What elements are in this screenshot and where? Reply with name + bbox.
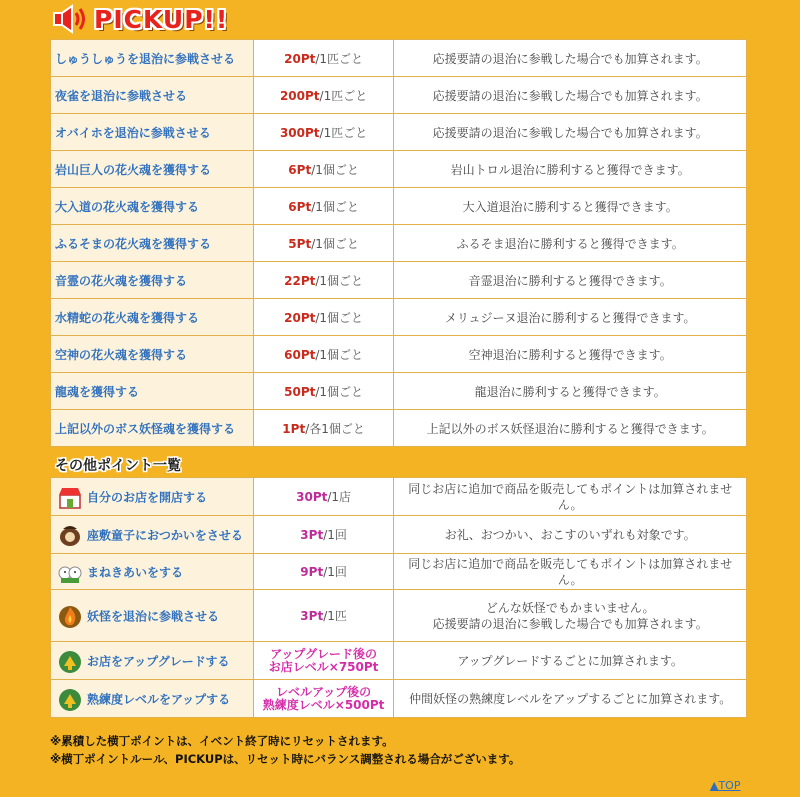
pickup-points — [253, 77, 394, 114]
point-name: 妖怪を退治に参戦させる — [51, 590, 254, 642]
point-name: 自分のお店を開店する — [51, 478, 254, 516]
skill-level-icon — [57, 686, 83, 712]
points-value: 1Pt — [282, 421, 306, 436]
table-row — [51, 151, 747, 188]
table-row — [51, 410, 747, 447]
points-value: 50Pt — [284, 384, 316, 399]
pickup-note: 応援要請の退治に参戦した場合でも加算されます。 — [394, 114, 747, 151]
pickup-name: 龍魂を獲得する — [51, 373, 254, 410]
top-link[interactable]: ▲TOP — [710, 779, 741, 792]
pickup-name: 上記以外のボス妖怪魂を獲得する — [51, 410, 254, 447]
table-row — [51, 373, 747, 410]
table-row — [51, 262, 747, 299]
flame-icon — [57, 603, 83, 629]
pickup-note: 空神退治に勝利すると獲得できます。 — [394, 336, 747, 373]
maneki-icon — [57, 559, 83, 585]
point-value: レベルアップ後の 熟練度レベル×500Pt — [253, 680, 394, 718]
footnote-reset: ※累積した横丁ポイントは、イベント終了時にリセットされます。 — [50, 734, 394, 748]
table-row — [51, 77, 747, 114]
pickup-points — [253, 373, 394, 410]
point-value: 9Pt/1回 — [253, 554, 394, 590]
points-value: 20Pt — [284, 310, 316, 325]
point-note: 仲間妖怪の熟練度レベルをアップするごとに加算されます。 — [394, 680, 747, 718]
pickup-name: 水精蛇の花火魂を獲得する — [51, 299, 254, 336]
pickup-note: 龍退治に勝利すると獲得できます。 — [394, 373, 747, 410]
pickup-name: オバイホを退治に参戦させる — [51, 114, 254, 151]
table-row — [51, 299, 747, 336]
points-value: 300Pt — [279, 125, 320, 140]
pickup-name: ふるそまの花火魂を獲得する — [51, 225, 254, 262]
points-unit: /1個ごと — [311, 199, 359, 214]
pickup-name: 大入道の花火魂を獲得する — [51, 188, 254, 225]
pickup-title: PICKUP!! — [94, 4, 229, 34]
points-unit: /1個ごと — [315, 384, 364, 399]
point-name: 熟練度レベルをアップする — [51, 680, 254, 718]
footnote-balance: ※横丁ポイントルール、PICKUPは、リセット時にバランス調整される場合がございます。 — [50, 752, 521, 766]
shop-upgrade-icon — [57, 648, 83, 674]
table-row — [51, 680, 747, 718]
point-value: 3Pt/1回 — [253, 516, 394, 554]
points-value: 6Pt — [288, 199, 312, 214]
table-row — [51, 478, 747, 516]
points-value: 60Pt — [284, 347, 316, 362]
table-row — [51, 516, 747, 554]
speaker-icon — [52, 2, 92, 36]
table-row — [51, 642, 747, 680]
points-unit: /1個ごと — [315, 273, 364, 288]
points-unit: /1個ごと — [311, 162, 359, 177]
pickup-header — [52, 2, 228, 36]
point-note: お礼、おつかい、おこすのいずれも対象です。 — [394, 516, 747, 554]
pickup-note: 音霊退治に勝利すると獲得できます。 — [394, 262, 747, 299]
point-note: アップグレードするごとに加算されます。 — [394, 642, 747, 680]
pickup-note: 応援要請の退治に参戦した場合でも加算されます。 — [394, 77, 747, 114]
pickup-name: 岩山巨人の花火魂を獲得する — [51, 151, 254, 188]
points-unit: /1匹ごと — [319, 88, 368, 103]
pickup-points — [253, 336, 394, 373]
point-value: アップグレード後の お店レベル×750Pt — [253, 642, 394, 680]
table-row — [51, 40, 747, 77]
pickup-points — [253, 410, 394, 447]
table-row — [51, 188, 747, 225]
pickup-points — [253, 262, 394, 299]
other-points-table — [50, 477, 747, 718]
pickup-note: メリュジーヌ退治に勝利すると獲得できます。 — [394, 299, 747, 336]
zashiki-warashi-icon — [57, 522, 83, 548]
point-value: 30Pt/1店 — [253, 478, 394, 516]
points-value: 20Pt — [284, 51, 316, 66]
points-unit: /1匹ごと — [319, 125, 368, 140]
pickup-note: 岩山トロル退治に勝利すると獲得できます。 — [394, 151, 747, 188]
point-value: 3Pt/1匹 — [253, 590, 394, 642]
points-unit: /1匹ごと — [315, 51, 364, 66]
table-row — [51, 554, 747, 590]
pickup-points — [253, 188, 394, 225]
pickup-points — [253, 225, 394, 262]
points-unit: /1個ごと — [315, 310, 364, 325]
pickup-name: 音霊の花火魂を獲得する — [51, 262, 254, 299]
pickup-note: 大入道退治に勝利すると獲得できます。 — [394, 188, 747, 225]
points-unit: /各1個ごと — [305, 421, 365, 436]
points-value: 5Pt — [288, 236, 312, 251]
point-note: 同じお店に追加で商品を販売してもポイントは加算されません。 — [394, 478, 747, 516]
pickup-points — [253, 40, 394, 77]
point-note: 同じお店に追加で商品を販売してもポイントは加算されません。 — [394, 554, 747, 590]
points-value: 22Pt — [284, 273, 316, 288]
point-name: まねきあいをする — [51, 554, 254, 590]
pickup-points — [253, 114, 394, 151]
points-value: 200Pt — [279, 88, 320, 103]
pickup-name: 夜雀を退治に参戦させる — [51, 77, 254, 114]
points-value: 6Pt — [288, 162, 312, 177]
pickup-note: 上記以外のボス妖怪退治に勝利すると獲得できます。 — [394, 410, 747, 447]
pickup-name: しゅうしゅうを退治に参戦させる — [51, 40, 254, 77]
table-row — [51, 336, 747, 373]
point-name: 座敷童子におつかいをさせる — [51, 516, 254, 554]
pickup-points — [253, 299, 394, 336]
pickup-note: ふるそま退治に勝利すると獲得できます。 — [394, 225, 747, 262]
pickup-name: 空神の花火魂を獲得する — [51, 336, 254, 373]
table-row — [51, 225, 747, 262]
pickup-points — [253, 151, 394, 188]
pickup-note: 応援要請の退治に参戦した場合でも加算されます。 — [394, 40, 747, 77]
points-unit: /1個ごと — [311, 236, 359, 251]
pickup-table — [50, 39, 747, 447]
point-name: お店をアップグレードする — [51, 642, 254, 680]
table-row — [51, 114, 747, 151]
points-unit: /1個ごと — [315, 347, 364, 362]
shop-icon — [57, 484, 83, 510]
table-row — [51, 590, 747, 642]
point-note: どんな妖怪でもかまいません。 応援要請の退治に参戦した場合でも加算されます。 — [394, 590, 747, 642]
other-section-title: その他ポイント一覧 — [55, 458, 181, 474]
